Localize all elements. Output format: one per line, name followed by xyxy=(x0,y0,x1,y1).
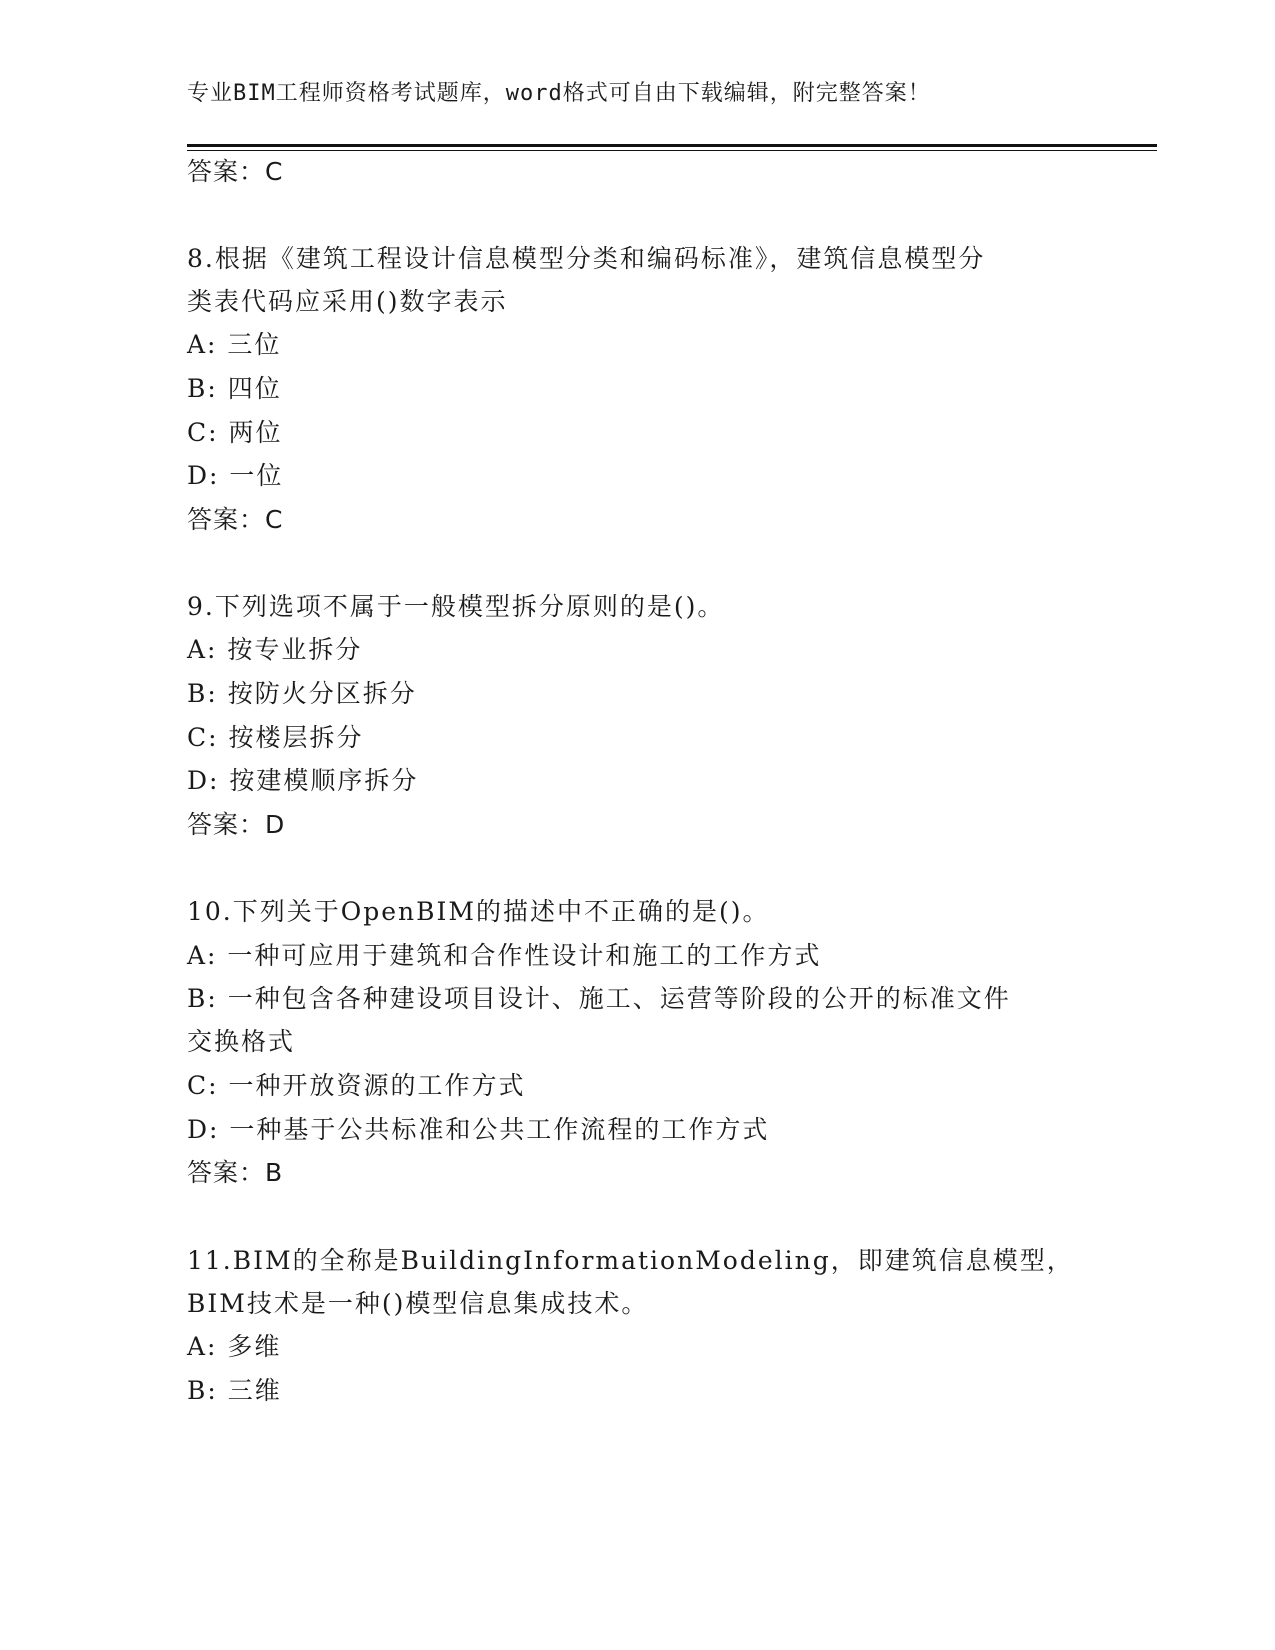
question-10-option-d: D: 一种基于公共标准和公共工作流程的工作方式 xyxy=(187,1115,770,1144)
question-8-option-d: D: 一位 xyxy=(187,461,284,490)
question-10-stem: 10.下列关于OpenBIM的描述中不正确的是()。 xyxy=(187,897,770,926)
question-8-option-a: A: 三位 xyxy=(187,330,282,359)
question-9-option-c: C: 按楼层拆分 xyxy=(187,723,364,752)
question-8-option-c: C: 两位 xyxy=(187,418,283,447)
question-9-option-d: D: 按建模顺序拆分 xyxy=(187,766,419,795)
previous-answer: 答案：C xyxy=(187,157,284,186)
question-10-option-b-line-1: B: 一种包含各种建设项目设计、施工、运营等阶段的公开的标准文件 xyxy=(187,984,1011,1013)
question-10-option-b-line-2: 交换格式 xyxy=(187,1027,296,1056)
question-11-stem-line-2: BIM技术是一种()模型信息集成技术。 xyxy=(187,1289,649,1318)
question-11-option-a: A: 多维 xyxy=(187,1332,282,1361)
question-10-option-a: A: 一种可应用于建筑和合作性设计和施工的工作方式 xyxy=(187,941,822,970)
question-10-option-c: C: 一种开放资源的工作方式 xyxy=(187,1071,526,1100)
question-11-stem-line-1: 11.BIM的全称是BuildingInformationModeling，即建筑信息模型， xyxy=(187,1246,1074,1275)
question-9-option-b: B: 按防火分区拆分 xyxy=(187,679,417,708)
question-8-stem-line-2: 类表代码应采用()数字表示 xyxy=(187,287,508,316)
question-10-answer: 答案：B xyxy=(187,1158,284,1187)
header-rule xyxy=(187,144,1157,147)
question-9-option-a: A: 按专业拆分 xyxy=(187,635,363,664)
question-8-stem-line-1: 8.根据《建筑工程设计信息模型分类和编码标准》，建筑信息模型分 xyxy=(187,244,986,273)
question-9-stem: 9.下列选项不属于一般模型拆分原则的是()。 xyxy=(187,592,725,621)
page-header: 专业BIM工程师资格考试题库，word格式可自由下载编辑，附完整答案！ xyxy=(187,81,931,106)
question-11-option-b: B: 三维 xyxy=(187,1376,282,1405)
question-8-option-b: B: 四位 xyxy=(187,374,282,403)
question-9-answer: 答案：D xyxy=(187,810,286,839)
question-8-answer: 答案：C xyxy=(187,505,284,534)
header-rule-thin xyxy=(187,150,1157,151)
